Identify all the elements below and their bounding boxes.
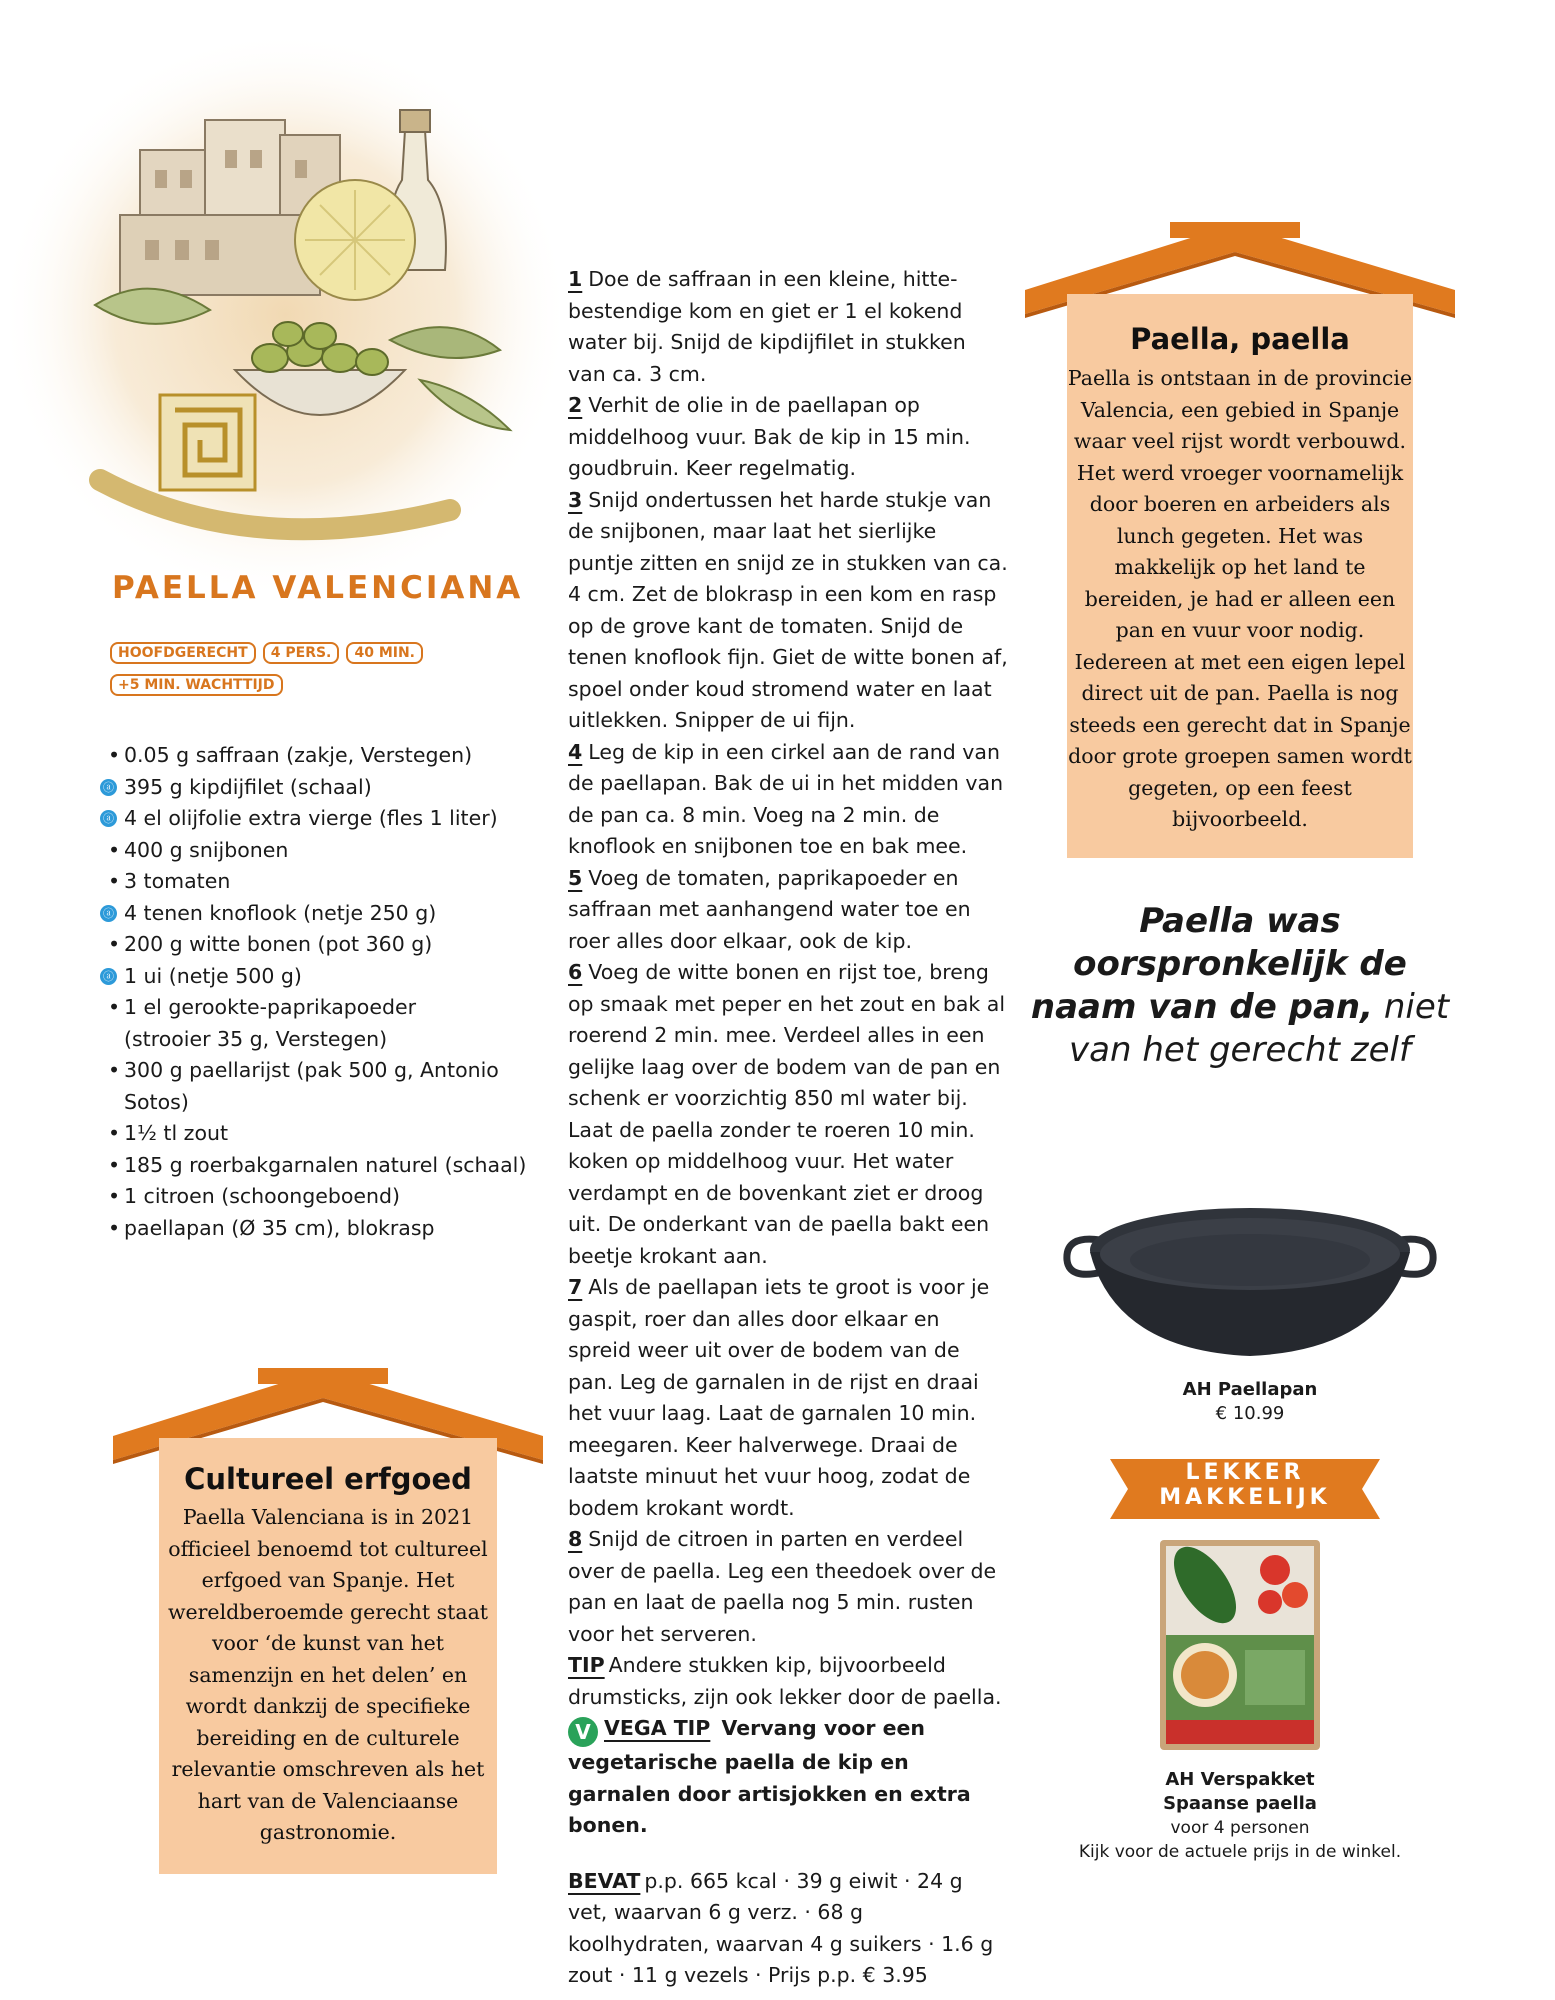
info-box-paella-text: Paella is ontstaan in de provincie Valencia, een gebied in Spanje waar veel rijst wordt verbouwd. Het werd vroeger voornamelijk door boeren en arbeiders als lunch gegeten. Het was makkelijk op het land te bereiden, je had er alleen een pan en vuur voor nodig. Iedereen at met een eigen lepel direct uit de pan. Paella is nog steeds een gerecht dat in Spanje door grote groepen samen wordt gegeten, op een feest bijvoorbeeld.	[1067, 366, 1413, 831]
ingredient-item	[100, 772, 570, 804]
banner-text	[1110, 1460, 1380, 1510]
step-text: Als de paellapan iets te groot is voor je gaspit, roer dan alles door elkaar en spreid weer uit over de bodem van de pan. Leg de garnalen in de rijst en draai het vuur laag. Laat de garnalen 10 min. meegaren. Keer halverwege. Draai de laatste minuut het vuur hoog, zodat de bodem krokant wordt.	[568, 1275, 990, 1520]
ingredient-text: 300 g paellarijst (pak 500 g, Antonio Sotos)	[124, 1058, 499, 1114]
verspakket-caption	[1060, 1768, 1420, 1864]
ingredient-item	[100, 1024, 570, 1056]
bullet-icon: •	[108, 837, 121, 862]
ingredient-item	[100, 803, 570, 835]
pull-quote	[1020, 900, 1460, 1072]
step	[568, 737, 1008, 863]
pull-quote-bold: Paella was oorspronkelijk de naam van de pan,	[1030, 901, 1407, 1027]
paella-illustration	[0, 40, 560, 600]
nutrition-label: BEVAT	[568, 1868, 641, 1893]
step-text: Snijd ondertussen het harde stukje van de snijbonen, maar laat het sierlijke puntje zitten en snijd ze in stukken van ca. 4 cm. Zet de blokrasp in een kom en rasp op de grove kant de tomaten. Snijd de tenen knoflook fijn. Giet de witte bonen af, spoel onder koud stromend water en laat uitlekken. Snipper de ui fijn.	[568, 487, 1008, 732]
ah-logo-icon: ⓐ	[100, 810, 117, 827]
vega-tip	[568, 1713, 1008, 1842]
ingredient-item	[100, 961, 570, 993]
step	[568, 1524, 1008, 1650]
vega-tip-label: VEGA TIP	[604, 1716, 711, 1740]
ingredient-text: 400 g snijbonen	[124, 837, 289, 862]
ah-logo-icon: ⓐ	[100, 779, 117, 796]
bullet-icon: •	[108, 1215, 121, 1240]
bullet-icon: •	[108, 932, 121, 956]
bullet-icon: •	[108, 869, 121, 893]
kit-note: Kijk voor de actuele prijs in de winkel.	[1078, 1842, 1402, 1862]
ingredient-item	[100, 1181, 570, 1213]
step-number: 4	[568, 739, 583, 764]
tip-label: TIP	[568, 1653, 605, 1677]
tip-text: Andere stukken kip, bijvoorbeeld drumsticks, zijn ook lekker door de paella.	[568, 1653, 1002, 1709]
tip	[568, 1650, 1008, 1713]
step	[568, 1272, 1008, 1524]
step-number: 8	[568, 1527, 583, 1551]
step-text: Leg de kip in een cirkel aan de rand van de paellapan. Bak de ui in het midden van de pan ca. 8 min. Voeg na 2 min. de knoflook en snijbonen toe en bak mee.	[568, 739, 1004, 858]
recipe-title: PAELLA VALENCIANA	[112, 570, 524, 606]
info-box-erfgoed-text: Paella Valenciana is in 2021 officieel benoemd tot cultureel erfgoed van Spanje. Het wereldberoemde gerecht staat voor ‘de kunst van het samenzijn en het delen’ en wordt dankzij de specifieke bereiding en de culturele relevantie omschreven als het hart van de Valenciaanse gastronomie.	[167, 1505, 489, 1844]
ingredient-item	[100, 740, 570, 772]
step-text: Voeg de tomaten, paprikapoeder en saffraan met aanhangend water toe en roer alles door elkaar, ook de kip.	[568, 865, 971, 953]
ingredient-text: 1 citroen (schoongeboend)	[124, 1184, 401, 1208]
ingredient-text: 185 g roerbakgarnalen naturel (schaal)	[124, 1152, 527, 1177]
ingredient-text: 1 ui (netje 500 g)	[124, 963, 302, 988]
step-text: Verhit de olie in de paellapan op middelhoog vuur. Bak de kip in 15 min. goudbruin. Keer regelmatig.	[568, 393, 971, 480]
step-number: 1	[568, 267, 583, 291]
bullet-icon: •	[108, 1058, 121, 1082]
bullet-icon: •	[108, 995, 121, 1019]
ingredient-item	[100, 992, 570, 1024]
step-number: 5	[568, 865, 583, 890]
kit-sub: voor 4 personen	[1170, 1818, 1310, 1838]
step	[568, 863, 1008, 958]
banner-line-2: MAKKELIJK	[1159, 1485, 1331, 1510]
bullet-icon: •	[108, 1184, 121, 1208]
step-text: Voeg de witte bonen en rijst toe, breng op smaak met peper en het zout en bak al roerend 2 min. mee. Verdeel alles in een gelijke laag over de bodem van de pan en schenk er voorzichtig 850 ml water bij. Laat de paella zonder te roeren 10 min. koken op middelhoog vuur. Het water verdampt en de bovenkant ziet er droog uit. De onderkant van de paella bakt een beetje krokant aan.	[568, 960, 1006, 1268]
tag-course: HOOFDGERECHT	[110, 642, 256, 664]
banner-line-1: LEKKER	[1185, 1460, 1305, 1485]
step-text: Doe de saffraan in een kleine, hitte-bestendige kom en giet er 1 el kokend water bij. Snijd de kipdijfilet in stukken van ca. 3 cm.	[568, 267, 966, 386]
ingredient-item	[100, 1150, 570, 1182]
preparation-steps	[568, 264, 1008, 1992]
pan-price: € 10.99	[1215, 1403, 1285, 1424]
kit-name-2: Spaanse paella	[1163, 1793, 1317, 1814]
ingredient-item	[100, 1118, 570, 1150]
paella-pan-image	[1055, 1180, 1445, 1380]
ingredient-item	[100, 929, 570, 961]
step-number: 3	[568, 487, 583, 512]
ingredient-text: 0.05 g saffraan (zakje, Verstegen)	[124, 743, 473, 767]
ingredient-text: paellapan (Ø 35 cm), blokrasp	[124, 1215, 435, 1240]
info-box-erfgoed-title: Cultureel erfgoed	[184, 1462, 472, 1496]
ingredients-list	[100, 740, 570, 1244]
info-box-paella-title: Paella, paella	[1130, 322, 1350, 356]
ingredient-text: 1½ tl zout	[124, 1121, 229, 1145]
step	[568, 957, 1008, 1272]
kit-name-1: AH Verspakket	[1165, 1769, 1315, 1790]
vega-badge-icon: V	[568, 1717, 598, 1747]
tag-servings: 4 PERS.	[263, 642, 340, 664]
ingredient-text: 200 g witte bonen (pot 360 g)	[124, 932, 433, 956]
step-number: 2	[568, 393, 583, 417]
vega-tip-text: Vervang voor een vegetarische paella de kip en garnalen door artisjokken en extra bonen.	[568, 1716, 971, 1837]
ingredient-item	[100, 1055, 570, 1118]
pan-caption	[1130, 1378, 1370, 1426]
ingredient-text: 1 el gerookte-paprikapoeder	[124, 995, 416, 1019]
ingredient-text: 4 el olijfolie extra vierge (fles 1 liter)	[124, 806, 498, 830]
ah-logo-icon: ⓐ	[100, 905, 117, 922]
verspakket-image	[1160, 1540, 1320, 1750]
tag-time: 40 MIN.	[346, 642, 423, 664]
ingredient-text: (strooier 35 g, Verstegen)	[124, 1026, 388, 1051]
step	[568, 485, 1008, 737]
ingredient-item	[100, 866, 570, 898]
pan-name: AH Paellapan	[1182, 1379, 1318, 1400]
ingredient-item	[100, 835, 570, 867]
ingredient-text: 4 tenen knoflook (netje 250 g)	[124, 900, 437, 925]
ingredient-item	[100, 898, 570, 930]
bullet-icon: •	[108, 1152, 121, 1177]
steps-list	[568, 264, 1008, 1650]
step-text: Snijd de citroen in parten en verdeel over de paella. Leg een theedoek over de pan en laat de paella nog 5 min. rusten voor het serveren.	[568, 1527, 997, 1646]
bullet-icon: •	[108, 743, 121, 767]
recipe-tags	[110, 642, 440, 706]
step-number: 6	[568, 960, 583, 984]
ah-logo-icon: ⓐ	[100, 968, 117, 985]
ingredient-text: 395 g kipdijfilet (schaal)	[124, 774, 372, 799]
step-number: 7	[568, 1275, 583, 1299]
ingredient-text: 3 tomaten	[124, 869, 231, 893]
pull-quote-regular: niet van het gerecht zelf	[1069, 987, 1450, 1070]
step	[568, 390, 1008, 485]
nutrition-text: p.p. 665 kcal · 39 g eiwit · 24 g vet, waarvan 6 g verz. · 68 g koolhydraten, waarvan 4 g suikers · 1.6 g zout · 11 g vezels · Prijs p.p. € 3.95	[568, 1868, 994, 1987]
nutrition-info	[568, 1866, 1008, 1992]
bullet-icon: •	[108, 1121, 121, 1145]
step	[568, 264, 1008, 390]
ingredient-item	[100, 1213, 570, 1245]
tag-wait-time: +5 MIN. WACHTTIJD	[110, 674, 283, 696]
